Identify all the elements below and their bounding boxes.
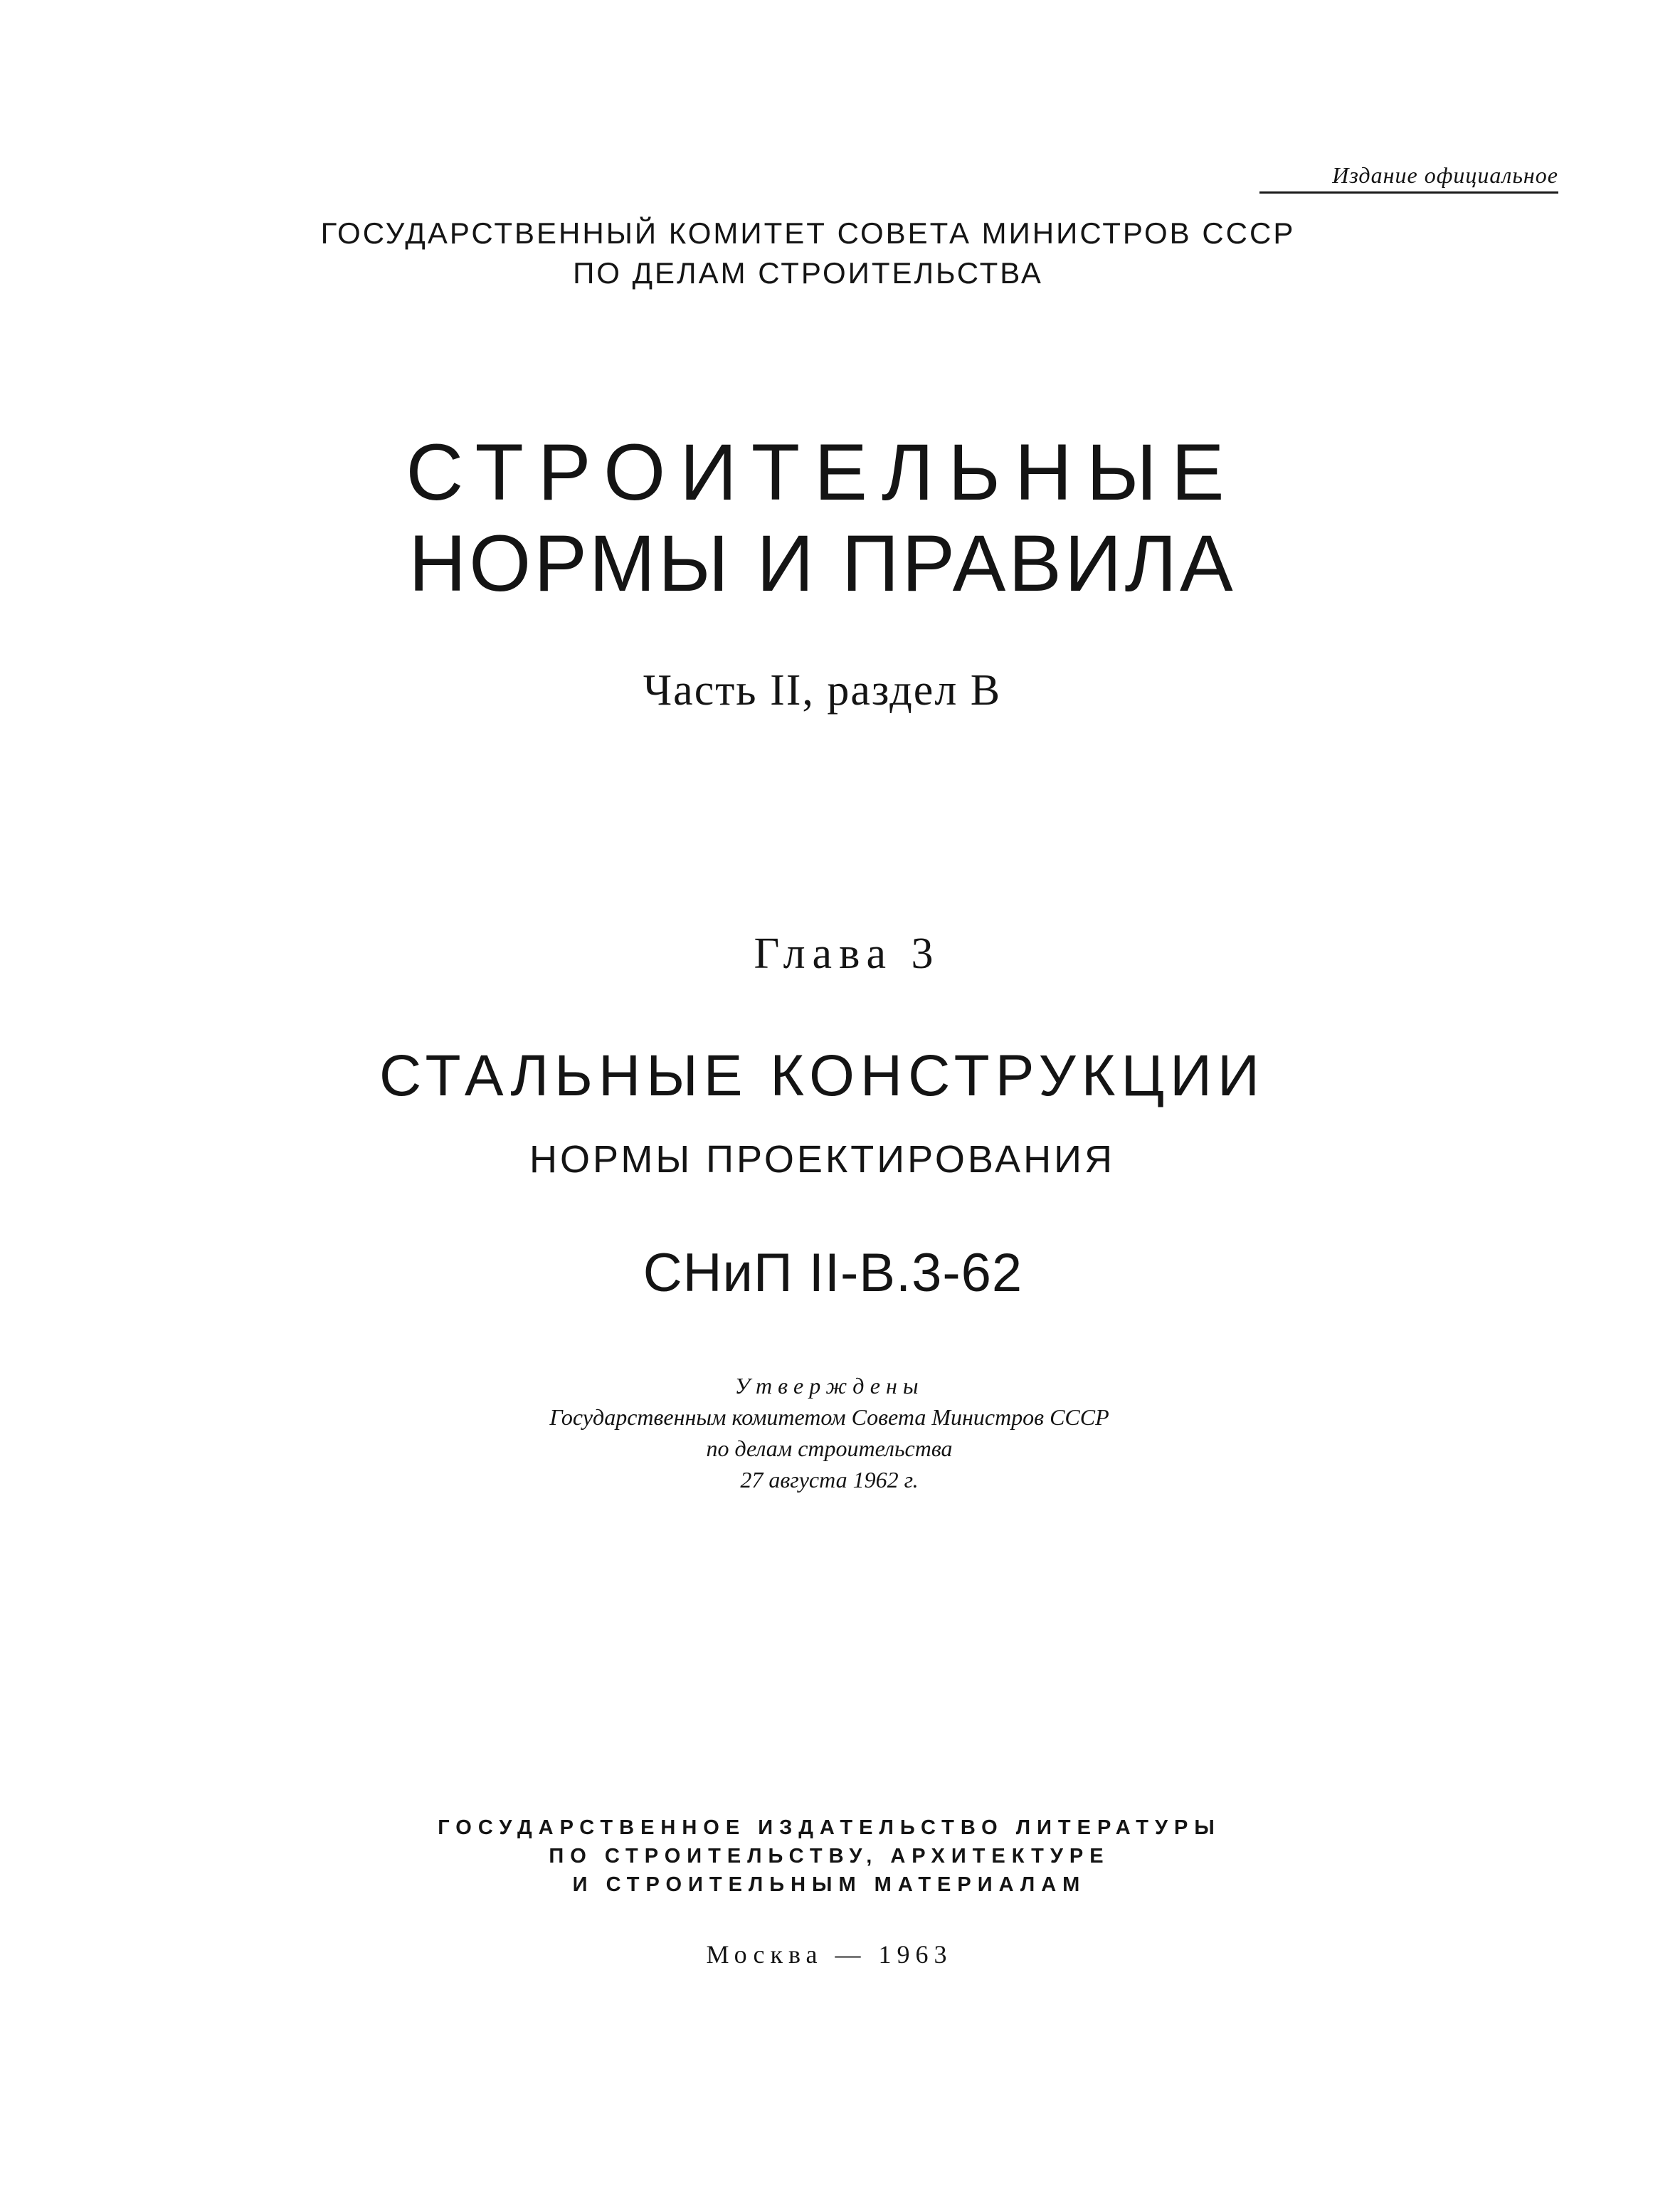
approval-heading: Утверждены xyxy=(734,1373,924,1399)
publisher-line-3: И СТРОИТЕЛЬНЫМ МАТЕРИАЛАМ xyxy=(572,1873,1087,1896)
part-section: Часть II, раздел В xyxy=(643,666,1002,715)
publisher-line-2: ПО СТРОИТЕЛЬСТВУ, АРХИТЕКТУРЕ xyxy=(549,1845,1110,1868)
main-title xyxy=(0,427,1662,609)
approval-line-1: Государственным комитетом Совета Министров СССР xyxy=(549,1404,1109,1430)
document-code: СНиП II-В.3-62 xyxy=(643,1243,1023,1303)
approval-block xyxy=(0,1370,1669,1495)
city-year: Москва — 1963 xyxy=(706,1940,953,1969)
chapter-subtitle: НОРМЫ ПРОЕКТИРОВАНИЯ xyxy=(529,1138,1115,1181)
chapter-number: Глава 3 xyxy=(754,930,941,978)
publisher-line-1: ГОСУДАРСТВЕННОЕ ИЗДАТЕЛЬСТВО ЛИТЕРАТУРЫ xyxy=(438,1816,1221,1839)
publisher xyxy=(0,1813,1669,1899)
issuing-committee xyxy=(0,214,1648,293)
chapter-title: СТАЛЬНЫЕ КОНСТРУКЦИИ xyxy=(379,1043,1265,1108)
main-title-line-1: СТРОИТЕЛЬНЫЕ xyxy=(406,428,1239,517)
committee-line-2: ПО ДЕЛАМ СТРОИТЕЛЬСТВА xyxy=(573,256,1043,290)
approval-line-2: по делам строительства xyxy=(706,1436,953,1461)
committee-line-1: ГОСУДАРСТВЕННЫЙ КОМИТЕТ СОВЕТА МИНИСТРОВ СССР xyxy=(320,216,1296,250)
main-title-line-2: НОРМЫ И ПРАВИЛА xyxy=(408,519,1236,608)
approval-date: 27 августа 1962 г. xyxy=(740,1467,919,1492)
edition-note: Издание официальное xyxy=(1259,162,1558,194)
